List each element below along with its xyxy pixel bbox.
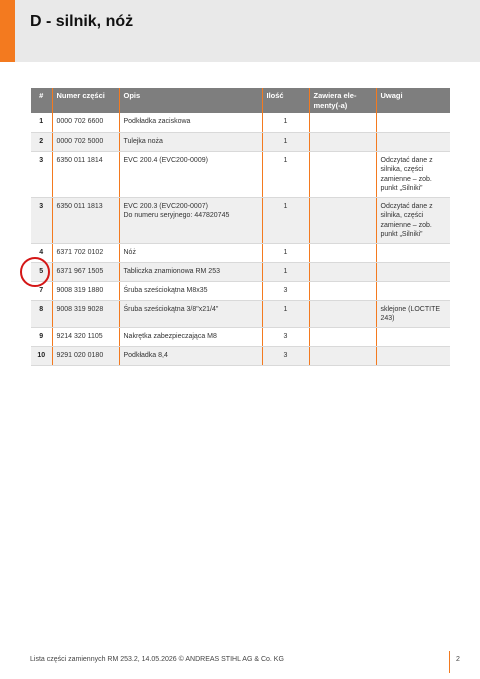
cell-quantity: 1 [262, 197, 309, 243]
cell-description [119, 300, 262, 327]
cell-notes [376, 243, 450, 262]
cell-notes [376, 132, 450, 151]
cell-notes [376, 327, 450, 346]
cell-description [119, 113, 262, 132]
cell-notes: sklejone (LOCTITE 243) [376, 300, 450, 327]
cell-contains-elements [309, 197, 376, 243]
description-line: EVC 200.3 (EVC200-0007) [123, 202, 208, 210]
cell-quantity: 1 [262, 151, 309, 197]
description-line: Śruba sześciokątna 3/8"x21/4" [123, 305, 219, 313]
description-line: Nóż [123, 248, 136, 256]
header-part-number: Numer części [52, 88, 119, 113]
cell-contains-elements [309, 346, 376, 365]
cell-item-number: 2 [31, 132, 52, 151]
cell-quantity: 3 [262, 327, 309, 346]
cell-part-number: 6350 011 1813 [52, 197, 119, 243]
cell-contains-elements [309, 300, 376, 327]
description-line: Tulejka noża [123, 137, 163, 145]
cell-part-number: 9008 319 9028 [52, 300, 119, 327]
cell-item-number: 7 [31, 281, 52, 300]
cell-part-number: 0000 702 6600 [52, 113, 119, 132]
cell-item-number: 5 [31, 262, 52, 281]
cell-item-number: 10 [31, 346, 52, 365]
table-row [31, 197, 450, 243]
header-accent-bar [0, 0, 15, 62]
cell-quantity: 1 [262, 113, 309, 132]
header-num: # [31, 88, 52, 113]
cell-description [119, 281, 262, 300]
cell-description [119, 346, 262, 365]
cell-description [119, 151, 262, 197]
footer-text: Lista części zamiennych RM 253.2, 14.05.2026 © ANDREAS STIHL AG & Co. KG [30, 656, 284, 663]
cell-item-number: 8 [31, 300, 52, 327]
page-number: 2 [456, 656, 460, 663]
cell-contains-elements [309, 327, 376, 346]
table-row [31, 151, 450, 197]
table-header-row [31, 88, 450, 113]
cell-contains-elements [309, 262, 376, 281]
cell-part-number: 6371 702 0102 [52, 243, 119, 262]
cell-notes [376, 281, 450, 300]
description-subline: Do numeru seryjnego: 447820745 [123, 212, 230, 219]
cell-part-number: 9008 319 1880 [52, 281, 119, 300]
cell-description [119, 243, 262, 262]
description-line: Podkładka 8,4 [123, 351, 168, 359]
description-line: Śruba sześciokątna M8x35 [123, 286, 208, 294]
table-row [31, 132, 450, 151]
parts-table [31, 88, 450, 366]
cell-description [119, 197, 262, 243]
cell-item-number: 3 [31, 151, 52, 197]
header-quantity: Ilość [262, 88, 309, 113]
parts-table-body [31, 113, 450, 365]
cell-contains-elements [309, 281, 376, 300]
cell-quantity: 1 [262, 132, 309, 151]
table-row [31, 300, 450, 327]
table-row [31, 346, 450, 365]
cell-description [119, 327, 262, 346]
red-circle-annotation [20, 257, 50, 287]
table-row [31, 327, 450, 346]
header-band [0, 0, 480, 62]
description-line: Nakrętka zabezpieczająca M8 [123, 332, 217, 340]
cell-quantity: 1 [262, 243, 309, 262]
cell-part-number: 6350 011 1814 [52, 151, 119, 197]
footer-divider [449, 651, 450, 673]
cell-quantity: 1 [262, 300, 309, 327]
table-row [31, 262, 450, 281]
cell-notes [376, 346, 450, 365]
table-row [31, 113, 450, 132]
cell-item-number: 3 [31, 197, 52, 243]
cell-quantity: 3 [262, 281, 309, 300]
cell-quantity: 3 [262, 346, 309, 365]
header-notes: Uwagi [376, 88, 450, 113]
table-row [31, 243, 450, 262]
header-description: Opis [119, 88, 262, 113]
cell-part-number: 0000 702 5000 [52, 132, 119, 151]
page-title: D - silnik, nóż [30, 13, 134, 30]
description-line: Podkładka zaciskowa [123, 118, 191, 125]
cell-part-number: 6371 967 1505 [52, 262, 119, 281]
cell-contains-elements [309, 132, 376, 151]
cell-notes: Odczytać dane z silnika, części zamienne – zob. punkt „Silniki” [376, 151, 450, 197]
table-row [31, 281, 450, 300]
cell-contains-elements [309, 113, 376, 132]
cell-item-number: 9 [31, 327, 52, 346]
cell-contains-elements [309, 243, 376, 262]
description-line: EVC 200.4 (EVC200-0009) [123, 156, 208, 164]
cell-description [119, 132, 262, 151]
cell-notes [376, 113, 450, 132]
cell-notes: Odczytać dane z silnika, części zamienne – zob. punkt „Silniki” [376, 197, 450, 243]
cell-part-number: 9291 020 0180 [52, 346, 119, 365]
header-contains-elements: Zawiera ele-menty(-a) [309, 88, 376, 113]
cell-contains-elements [309, 151, 376, 197]
cell-item-number: 1 [31, 113, 52, 132]
cell-notes [376, 262, 450, 281]
cell-quantity: 1 [262, 262, 309, 281]
cell-item-number: 4 [31, 243, 52, 262]
cell-description [119, 262, 262, 281]
cell-part-number: 9214 320 1105 [52, 327, 119, 346]
description-line: Tabliczka znamionowa RM 253 [123, 267, 220, 275]
